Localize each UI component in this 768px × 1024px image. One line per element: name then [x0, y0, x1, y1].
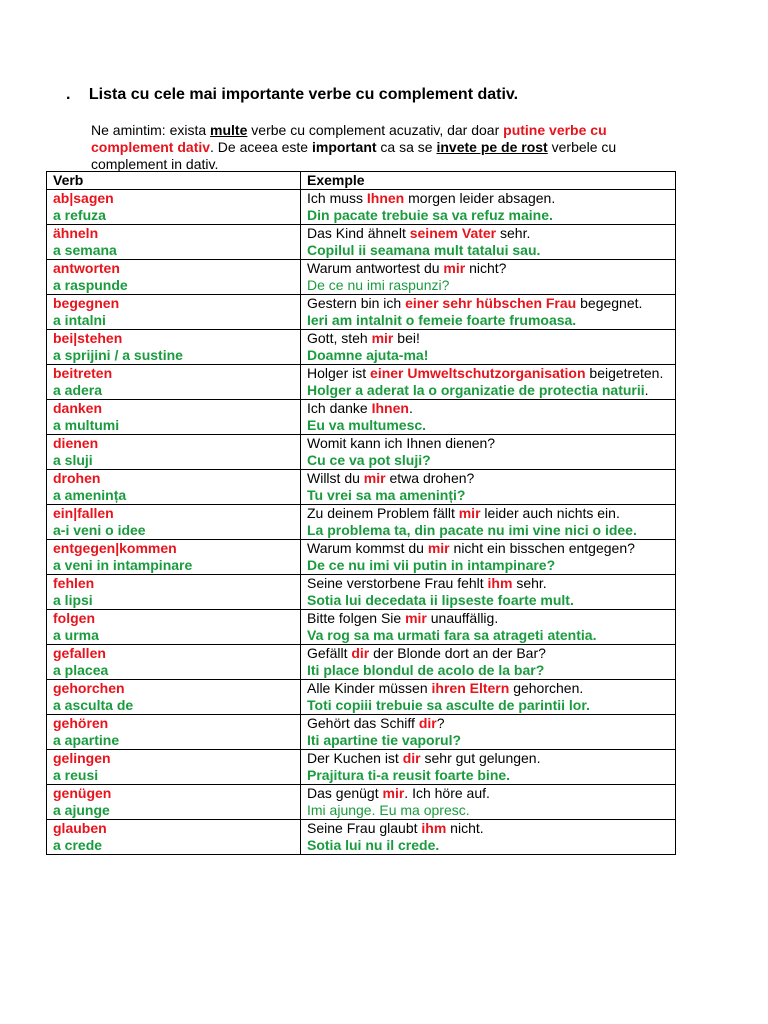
verb-translation: a multumi	[53, 417, 120, 433]
header-verb: Verb	[47, 172, 301, 190]
dative-object: Ihnen	[366, 190, 405, 206]
example-text: nicht.	[446, 820, 484, 836]
example-cell	[301, 575, 676, 610]
verb-translation: a placea	[53, 662, 109, 678]
example-text: sehr.	[512, 575, 547, 591]
table-row	[47, 540, 676, 575]
translation-text: Eu va multumesc.	[307, 417, 427, 433]
verb-infinitive: ab|sagen	[53, 190, 114, 206]
dative-object: Ihnen	[371, 400, 409, 416]
example-romanian	[307, 837, 675, 854]
example-cell	[301, 400, 676, 435]
translation-text: Imi ajunge. Eu ma opresc.	[307, 802, 470, 818]
verb-cell	[47, 470, 301, 505]
translation-text: Copilul ii seamana mult tatalui sau.	[307, 242, 541, 258]
example-text: nicht?	[465, 260, 507, 276]
example-german	[307, 680, 675, 697]
example-german	[307, 785, 675, 802]
verb-infinitive: entgegen|kommen	[53, 540, 177, 556]
intro-emphasis: multe	[210, 122, 248, 138]
dative-object: mir	[382, 785, 405, 801]
example-text: Gefällt	[307, 645, 352, 661]
verb-cell	[47, 190, 301, 225]
dative-object: mir	[458, 505, 481, 521]
table-row	[47, 260, 676, 295]
verb-cell	[47, 260, 301, 295]
example-cell	[301, 645, 676, 680]
example-romanian	[307, 802, 675, 819]
verb-cell	[47, 575, 301, 610]
example-text: morgen leider absagen.	[404, 190, 556, 206]
translation-text: Toti copiii trebuie sa asculte de parintii lor.	[307, 697, 590, 713]
intro-text: verbele cu complement in dativ.	[91, 139, 617, 172]
translation-text: Va rog sa ma urmati fara sa atrageti atentia.	[307, 627, 597, 643]
intro-emphasis: important	[311, 139, 377, 155]
example-german	[307, 190, 675, 207]
example-text: Seine verstorbene Frau fehlt	[307, 575, 488, 591]
example-text: Ich muss	[307, 190, 367, 206]
example-text: gehorchen.	[509, 680, 584, 696]
table-row	[47, 330, 676, 365]
dative-object: dir	[402, 750, 421, 766]
verb-cell	[47, 610, 301, 645]
example-text: Warum kommst du	[307, 540, 428, 556]
example-german	[307, 645, 675, 662]
table-row	[47, 400, 676, 435]
verb-infinitive: dienen	[53, 435, 99, 451]
verb-infinitive: gehören	[53, 715, 109, 731]
example-text: der Blonde dort an der Bar?	[369, 645, 546, 661]
dative-object: einer Umweltschutzorganisation	[370, 365, 586, 381]
verb-translation: a lipsi	[53, 592, 93, 608]
verb-translation: a veni in intampinare	[53, 557, 193, 573]
example-romanian	[307, 697, 675, 714]
verb-cell	[47, 505, 301, 540]
example-text: nicht ein bisschen entgegen?	[449, 540, 635, 556]
example-text: leider auch nichts ein.	[480, 505, 620, 521]
verb-cell	[47, 820, 301, 855]
header-examples: Exemple	[301, 172, 676, 190]
table-row	[47, 505, 676, 540]
verb-cell	[47, 435, 301, 470]
translation-text: Tu vrei sa ma ameninți?	[307, 487, 466, 503]
verb-cell	[47, 295, 301, 330]
example-cell	[301, 750, 676, 785]
example-romanian	[307, 347, 675, 364]
verb-translation: a apartine	[53, 732, 120, 748]
example-german	[307, 400, 675, 417]
example-romanian	[307, 767, 675, 784]
example-cell	[301, 715, 676, 750]
example-cell	[301, 330, 676, 365]
example-german	[307, 575, 675, 592]
verb-translation: a reusi	[53, 767, 99, 783]
example-text: Willst du	[307, 470, 364, 486]
verb-cell	[47, 330, 301, 365]
verb-translation: a urma	[53, 627, 99, 643]
verb-infinitive: gefallen	[53, 645, 106, 661]
example-cell	[301, 680, 676, 715]
verb-infinitive: begegnen	[53, 295, 120, 311]
dative-object: ihm	[487, 575, 513, 591]
verb-translation: a semana	[53, 242, 117, 258]
example-text: Gott, steh	[307, 330, 372, 346]
example-text: Alle Kinder müssen	[307, 680, 432, 696]
translation-text: .	[644, 382, 649, 398]
example-romanian	[307, 592, 675, 609]
example-romanian	[307, 312, 675, 329]
example-german	[307, 540, 675, 557]
example-text: Das Kind ähnelt	[307, 225, 410, 241]
example-text: .	[408, 400, 413, 416]
translation-text: Holger a aderat la o organizatie de protectia naturii	[307, 382, 645, 398]
example-text: Bitte folgen Sie	[307, 610, 406, 626]
table-row	[47, 190, 676, 225]
verb-cell	[47, 400, 301, 435]
example-romanian	[307, 382, 675, 399]
example-cell	[301, 365, 676, 400]
example-cell	[301, 470, 676, 505]
example-text: Ich danke	[307, 400, 372, 416]
intro-text: verbe cu complement acuzativ, dar doar	[247, 122, 504, 138]
title-text: Lista cu cele mai importante verbe cu complement dativ.	[88, 86, 519, 103]
example-romanian	[307, 452, 675, 469]
example-romanian	[307, 207, 675, 224]
verb-cell	[47, 715, 301, 750]
intro-text: . De aceea este	[210, 139, 312, 155]
example-cell	[301, 435, 676, 470]
page-title	[66, 86, 518, 104]
example-romanian	[307, 487, 675, 504]
example-text: sehr.	[496, 225, 531, 241]
verb-cell	[47, 645, 301, 680]
verb-translation: a sluji	[53, 452, 93, 468]
translation-text: Prajitura ti-a reusit foarte bine.	[307, 767, 511, 783]
example-cell	[301, 190, 676, 225]
verb-infinitive: gehorchen	[53, 680, 125, 696]
example-german	[307, 365, 675, 382]
dative-object: seinem Vater	[409, 225, 497, 241]
example-romanian	[307, 732, 675, 749]
example-text: etwa drohen?	[385, 470, 475, 486]
verb-translation: a adera	[53, 382, 103, 398]
table-row	[47, 575, 676, 610]
verb-translation: a raspunde	[53, 277, 128, 293]
translation-text: Cu ce va pot sluji?	[307, 452, 431, 468]
table-row	[47, 645, 676, 680]
example-german	[307, 295, 675, 312]
verb-cell	[47, 540, 301, 575]
example-cell	[301, 610, 676, 645]
verb-translation: a intalni	[53, 312, 106, 328]
example-romanian	[307, 242, 675, 259]
intro-text: ca sa se	[376, 139, 437, 155]
translation-text: Sotia lui nu il crede.	[307, 837, 440, 853]
example-text: Gehört das Schiff	[307, 715, 419, 731]
table-header-row	[47, 172, 676, 190]
table-row	[47, 820, 676, 855]
example-romanian	[307, 627, 675, 644]
example-text: bei!	[393, 330, 420, 346]
verb-table	[46, 171, 676, 855]
translation-text: Ieri am intalnit o femeie foarte frumoasa.	[307, 312, 577, 328]
dative-object: dir	[351, 645, 370, 661]
table-row	[47, 750, 676, 785]
table-row	[47, 295, 676, 330]
example-text: Das genügt	[307, 785, 383, 801]
verb-infinitive: genügen	[53, 785, 112, 801]
intro-paragraph	[91, 122, 681, 173]
verb-translation: a sprijini / a sustine	[53, 347, 183, 363]
table-row	[47, 680, 676, 715]
verb-infinitive: folgen	[53, 610, 95, 626]
example-text: Warum antwortest du	[307, 260, 444, 276]
example-german	[307, 435, 675, 452]
verb-infinitive: beitreten	[53, 365, 113, 381]
verb-translation: a-i veni o idee	[53, 522, 146, 538]
table-row	[47, 365, 676, 400]
table-row	[47, 715, 676, 750]
table-row	[47, 225, 676, 260]
example-romanian	[307, 522, 675, 539]
table-row	[47, 470, 676, 505]
verb-cell	[47, 750, 301, 785]
translation-text: Doamne ajuta-ma!	[307, 347, 429, 363]
example-german	[307, 225, 675, 242]
translation-text: La problema ta, din pacate nu imi vine nici o idee.	[307, 522, 637, 538]
verb-translation: a crede	[53, 837, 103, 853]
intro-emphasis: invete pe de rost	[436, 139, 548, 155]
translation-text: Iti apartine tie vaporul?	[307, 732, 462, 748]
example-romanian	[307, 662, 675, 679]
example-cell	[301, 225, 676, 260]
verb-translation: a refuza	[53, 207, 106, 223]
verb-infinitive: gelingen	[53, 750, 111, 766]
translation-text: Iti place blondul de acolo de la bar?	[307, 662, 545, 678]
example-cell	[301, 540, 676, 575]
verb-infinitive: danken	[53, 400, 103, 416]
example-text: beigetreten.	[585, 365, 664, 381]
dative-object: mir	[371, 330, 394, 346]
example-german	[307, 820, 675, 837]
example-german	[307, 715, 675, 732]
verb-infinitive: antworten	[53, 260, 120, 276]
example-text: sehr gut gelungen.	[420, 750, 541, 766]
example-german	[307, 470, 675, 487]
example-cell	[301, 820, 676, 855]
table-row	[47, 610, 676, 645]
example-text: Der Kuchen ist	[307, 750, 403, 766]
dative-object: mir	[427, 540, 450, 556]
example-cell	[301, 785, 676, 820]
intro-highlight: putine verbe cu complement dativ	[91, 122, 607, 155]
example-german	[307, 330, 675, 347]
verb-translation: a asculta de	[53, 697, 134, 713]
table-row	[47, 435, 676, 470]
verb-infinitive: bei|stehen	[53, 330, 123, 346]
dative-object: ihren Eltern	[431, 680, 510, 696]
example-german	[307, 610, 675, 627]
table-row	[47, 785, 676, 820]
example-text: Womit kann ich Ihnen dienen?	[307, 435, 496, 451]
example-text: Seine Frau glaubt	[307, 820, 422, 836]
translation-text: De ce nu imi vii putin in intampinare?	[307, 557, 556, 573]
translation-text: De ce nu imi raspunzi?	[307, 277, 450, 293]
verb-cell	[47, 365, 301, 400]
title-bullet: .	[66, 86, 71, 103]
dative-object: einer sehr hübschen Frau	[405, 295, 577, 311]
verb-translation: a amenința	[53, 487, 127, 503]
dative-object: mir	[405, 610, 427, 626]
example-text: begegnet.	[576, 295, 643, 311]
verb-infinitive: ein|fallen	[53, 505, 114, 521]
verb-cell	[47, 785, 301, 820]
example-romanian	[307, 557, 675, 574]
dative-object: dir	[418, 715, 437, 731]
example-german	[307, 260, 675, 277]
dative-object: mir	[443, 260, 466, 276]
verb-infinitive: ähneln	[53, 225, 99, 241]
translation-text: Sotia lui decedata ii lipseste foarte mult.	[307, 592, 574, 608]
dative-object: ihm	[421, 820, 447, 836]
example-text: . Ich höre auf.	[404, 785, 490, 801]
example-cell	[301, 260, 676, 295]
intro-text: Ne amintim: exista	[91, 122, 211, 138]
example-text: unauffällig.	[426, 610, 499, 626]
verb-infinitive: drohen	[53, 470, 101, 486]
example-text: Holger ist	[307, 365, 371, 381]
example-romanian	[307, 277, 675, 294]
example-text: Gestern bin ich	[307, 295, 406, 311]
verb-infinitive: glauben	[53, 820, 107, 836]
example-cell	[301, 505, 676, 540]
example-german	[307, 505, 675, 522]
example-german	[307, 750, 675, 767]
translation-text: Din pacate trebuie sa va refuz maine.	[307, 207, 553, 223]
dative-object: mir	[363, 470, 386, 486]
verb-infinitive: fehlen	[53, 575, 95, 591]
example-text: ?	[436, 715, 445, 731]
example-romanian	[307, 417, 675, 434]
verb-translation: a ajunge	[53, 802, 110, 818]
verb-cell	[47, 225, 301, 260]
verb-cell	[47, 680, 301, 715]
example-cell	[301, 295, 676, 330]
example-text: Zu deinem Problem fällt	[307, 505, 459, 521]
